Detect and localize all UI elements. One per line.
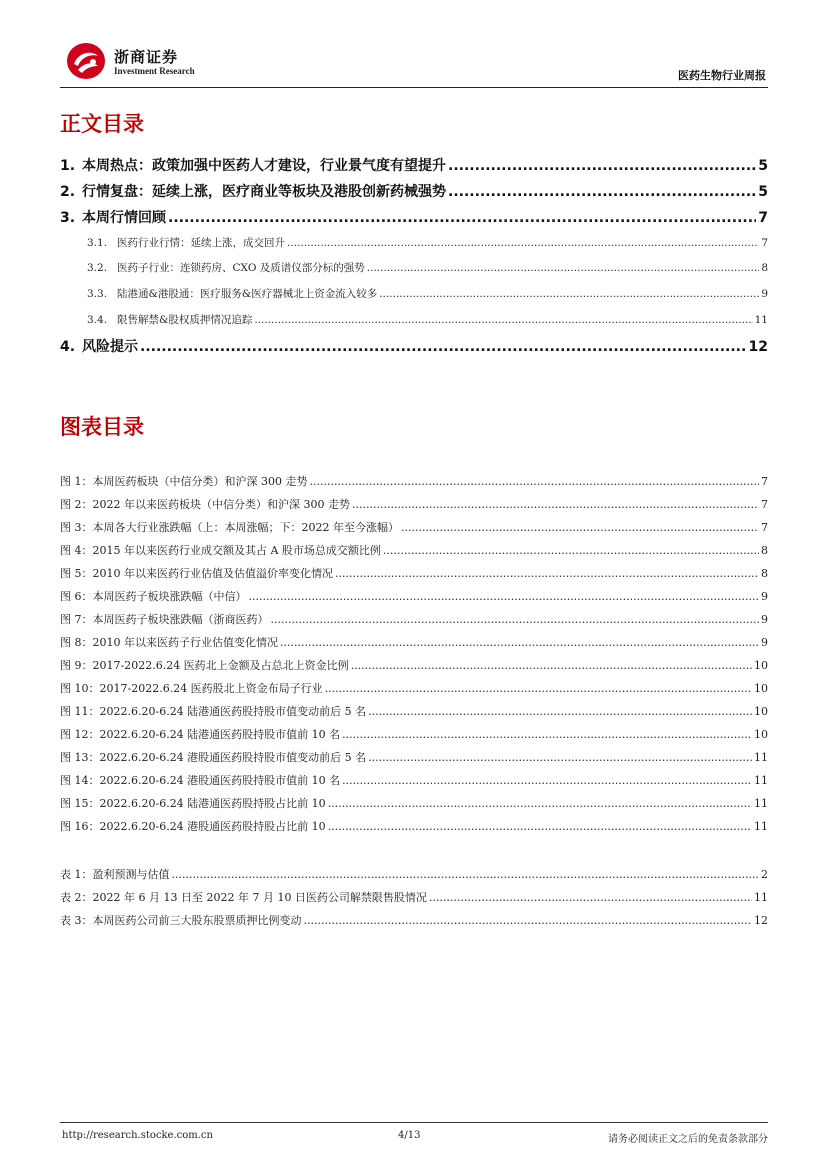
toc-entry-number: 3.3.: [87, 288, 108, 300]
footer-url[interactable]: http://research.stocke.com.cn: [62, 1130, 213, 1141]
leader-dots: [328, 820, 752, 833]
report-type: 医药生物行业周报: [678, 69, 766, 82]
figure-entry[interactable]: [60, 542, 768, 558]
toc-entry-text: 陆港通&港股通：医疗服务&医疗器械北上资金流入较多: [117, 288, 378, 300]
toc-entry-3-4[interactable]: [87, 312, 768, 327]
figure-entry-text: 图 2：2022 年以来医药板块（中信分类）和沪深 300 走势: [60, 498, 350, 511]
toc-entry-1[interactable]: [60, 155, 768, 175]
figure-entry[interactable]: [60, 657, 768, 673]
table-entry-text: 表 1：盈利预测与估值: [60, 868, 170, 881]
leader-dots: [140, 339, 747, 355]
figure-entry-page: 11: [754, 774, 768, 787]
toc-entry-2[interactable]: [60, 181, 768, 201]
figure-entry-text: 图 7：本周医药子板块涨跌幅（浙商医药）: [60, 613, 269, 626]
table-entry-page: 11: [754, 891, 768, 904]
toc-entry-page: 7: [761, 237, 768, 249]
figure-entry[interactable]: [60, 565, 768, 581]
figure-entry[interactable]: [60, 634, 768, 650]
leader-dots: [367, 262, 760, 274]
figure-entry-text: 图 1：本周医药板块（中信分类）和沪深 300 走势: [60, 475, 308, 488]
leader-dots: [368, 705, 752, 718]
toc-entry-text: 本周行情回顾: [82, 210, 166, 226]
toc-entry-number: 3.1.: [87, 237, 108, 249]
figure-entry-text: 图 11：2022.6.20-6.24 陆港通医药股持股市值变动前后 5 名: [60, 705, 367, 718]
page-number: 4/13: [398, 1130, 421, 1141]
leader-dots: [379, 288, 759, 300]
figure-entry-text: 图 12：2022.6.20-6.24 陆港通医药股持股市值前 10 名: [60, 728, 341, 741]
figure-entry-page: 9: [761, 636, 768, 649]
figure-entry[interactable]: [60, 680, 768, 696]
leader-dots: [287, 237, 759, 249]
leader-dots: [448, 158, 756, 174]
figure-entry[interactable]: [60, 519, 768, 535]
toc-title: 正文目录: [60, 112, 144, 136]
figure-entry[interactable]: [60, 772, 768, 788]
leader-dots: [254, 314, 752, 326]
figure-entry-text: 图 6：本周医药子板块涨跌幅（中信）: [60, 590, 247, 603]
toc-entry-page: 7: [758, 210, 768, 226]
toc-entry-page: 5: [758, 184, 768, 200]
leader-dots: [168, 210, 756, 226]
figure-entry[interactable]: [60, 749, 768, 765]
disclaimer-note: 请务必阅读正文之后的免责条款部分: [608, 1134, 768, 1145]
figure-entry[interactable]: [60, 818, 768, 834]
toc-entry-page: 5: [758, 158, 768, 174]
figure-entry[interactable]: [60, 588, 768, 604]
figure-entry[interactable]: [60, 611, 768, 627]
leader-dots: [351, 659, 752, 672]
figure-entry-page: 10: [754, 728, 768, 741]
table-entry[interactable]: [60, 889, 768, 905]
leader-dots: [309, 475, 759, 488]
table-entry[interactable]: [60, 912, 768, 928]
leader-dots: [325, 682, 752, 695]
table-entry-page: 2: [761, 868, 768, 881]
figure-entry-page: 10: [754, 659, 768, 672]
company-logo-icon: [66, 42, 106, 80]
leader-dots: [368, 751, 752, 764]
toc-entry-page: 9: [761, 288, 768, 300]
toc-entry-3-2[interactable]: [87, 260, 768, 275]
toc-entry-text: 行情复盘：延续上涨，医疗商业等板块及港股创新药械强势: [82, 184, 446, 200]
toc-entry-page: 11: [754, 314, 768, 326]
toc-entry-text: 医药行业行情：延续上涨，成交回升: [117, 237, 285, 249]
figure-entry-page: 8: [761, 544, 768, 557]
leader-dots: [328, 797, 752, 810]
toc-entry-text: 医药子行业：连锁药房、CXO 及质谱仪部分标的强势: [117, 262, 365, 274]
figure-entry-page: 11: [754, 797, 768, 810]
toc-entry-number: 3.4.: [87, 314, 108, 326]
toc-entry-text: 风险提示: [82, 339, 138, 355]
leader-dots: [304, 914, 753, 927]
figure-entry-page: 7: [761, 498, 768, 511]
company-name-cn: 浙商证券: [114, 48, 179, 66]
figure-entry-page: 7: [761, 475, 768, 488]
figure-entry[interactable]: [60, 703, 768, 719]
leader-dots: [249, 590, 760, 603]
figure-entry[interactable]: [60, 726, 768, 742]
figure-entry-page: 8: [761, 567, 768, 580]
figure-entry-page: 7: [761, 521, 768, 534]
table-entry-page: 12: [754, 914, 768, 927]
leader-dots: [271, 613, 760, 626]
toc-entry-number: 1.: [60, 158, 76, 174]
figure-entry-text: 图 4：2015 年以来医药行业成交额及其占 A 股市场总成交额比例: [60, 544, 381, 557]
toc-entry-number: 3.: [60, 210, 76, 226]
page-footer: [60, 1122, 768, 1150]
figure-entry-text: 图 5：2010 年以来医药行业估值及估值溢价率变化情况: [60, 567, 333, 580]
figure-entry[interactable]: [60, 496, 768, 512]
figure-entry[interactable]: [60, 473, 768, 489]
figure-entry-page: 11: [754, 820, 768, 833]
leader-dots: [383, 544, 759, 557]
figure-entry-page: 10: [754, 705, 768, 718]
leader-dots: [335, 567, 759, 580]
figure-entry-text: 图 3：本周各大行业涨跌幅（上：本周涨幅；下：2022 年至今涨幅）: [60, 521, 399, 534]
figure-list-title: 图表目录: [60, 415, 144, 439]
figure-entry-page: 10: [754, 682, 768, 695]
figure-entry-page: 9: [761, 590, 768, 603]
figure-entry-text: 图 16：2022.6.20-6.24 港股通医药股持股占比前 10: [60, 820, 326, 833]
figure-entry-text: 图 8：2010 年以来医药子行业估值变化情况: [60, 636, 278, 649]
figure-entry-page: 9: [761, 613, 768, 626]
table-entry-text: 表 3：本周医药公司前三大股东股票质押比例变动: [60, 914, 302, 927]
leader-dots: [352, 498, 759, 511]
toc-entry-4[interactable]: [60, 336, 768, 356]
toc-entry-number: 3.2.: [87, 262, 108, 274]
company-name-en: Investment Research: [114, 66, 195, 76]
toc-entry-3[interactable]: [60, 207, 768, 227]
figure-entry-page: 11: [754, 751, 768, 764]
toc-entry-number: 2.: [60, 184, 76, 200]
toc-entry-3-3[interactable]: [87, 286, 768, 301]
leader-dots: [172, 868, 760, 881]
toc-entry-text: 限售解禁&股权质押情况追踪: [117, 314, 253, 326]
figure-entry-text: 图 15：2022.6.20-6.24 陆港通医药股持股占比前 10: [60, 797, 326, 810]
table-entry-text: 表 2：2022 年 6 月 13 日至 2022 年 7 月 10 日医药公司解禁限售股情况: [60, 891, 427, 904]
toc-entry-text: 本周热点：政策加强中医药人才建设，行业景气度有望提升: [82, 158, 446, 174]
toc-entry-page: 12: [748, 339, 768, 355]
page-header: [60, 38, 768, 88]
toc-entry-page: 8: [761, 262, 768, 274]
toc-entry-3-1[interactable]: [87, 235, 768, 250]
leader-dots: [429, 891, 752, 904]
leader-dots: [448, 184, 756, 200]
table-entry[interactable]: [60, 866, 768, 882]
leader-dots: [401, 521, 759, 534]
figure-entry-text: 图 10：2017-2022.6.24 医药股北上资金布局子行业: [60, 682, 323, 695]
leader-dots: [342, 728, 752, 741]
leader-dots: [280, 636, 759, 649]
figure-entry-text: 图 13：2022.6.20-6.24 港股通医药股持股市值变动前后 5 名: [60, 751, 367, 764]
figure-entry-text: 图 14：2022.6.20-6.24 港股通医药股持股市值前 10 名: [60, 774, 341, 787]
figure-entry-text: 图 9：2017-2022.6.24 医药北上金额及占总北上资金比例: [60, 659, 349, 672]
leader-dots: [342, 774, 752, 787]
figure-entry[interactable]: [60, 795, 768, 811]
toc-entry-number: 4.: [60, 339, 76, 355]
